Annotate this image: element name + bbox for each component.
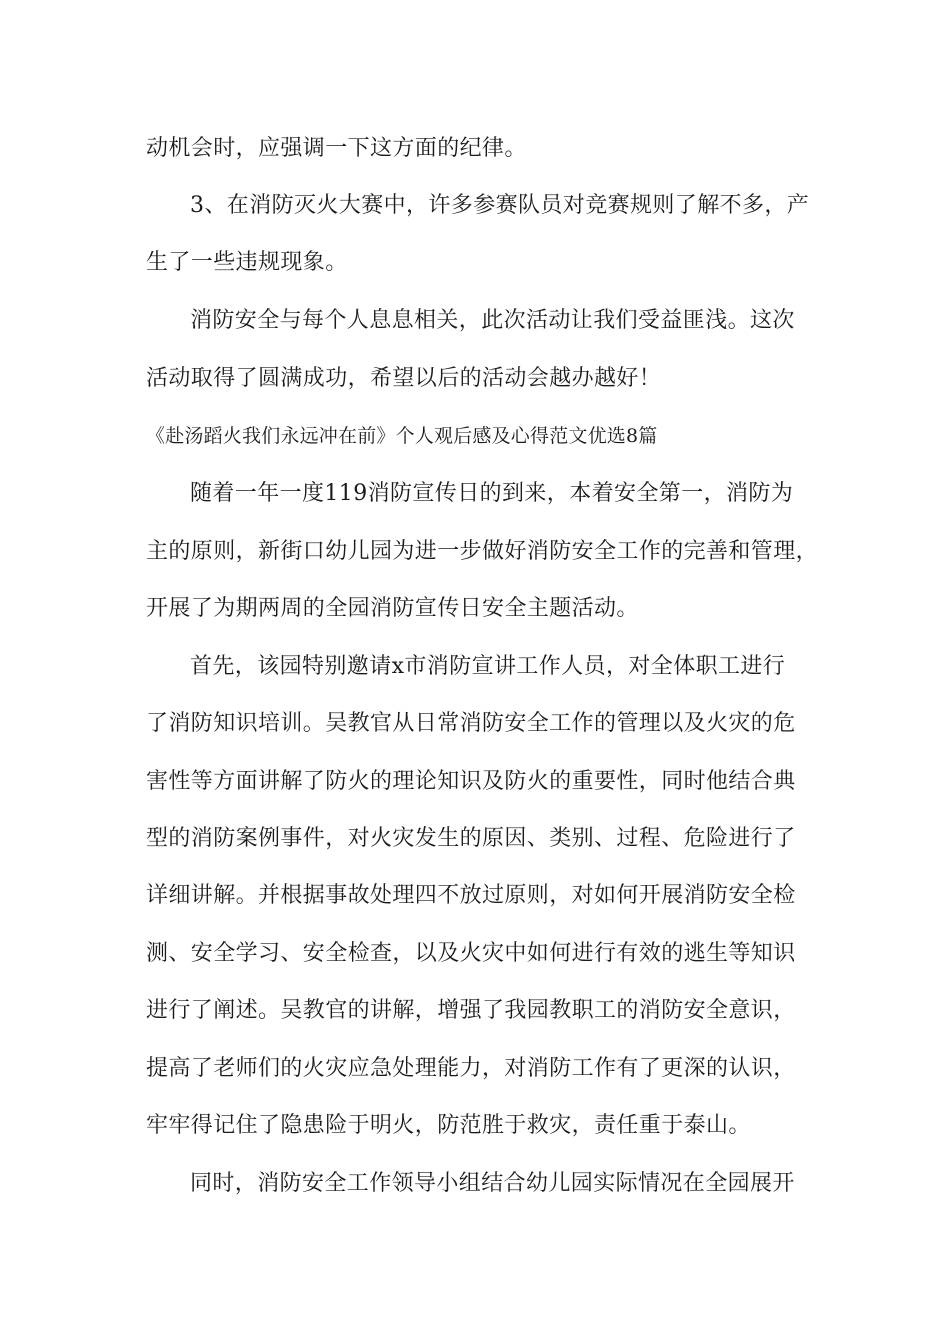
list-item-3: 3、在消防灭火大赛中，许多参赛队员对竞赛规则了解不多，产 <box>190 193 810 218</box>
text-line: 详细讲解。并根据事故处理四不放过原则，对如何开展消防安全检 <box>146 883 796 908</box>
paragraph-start: 首先，该园特别邀请x市消防宣讲工作人员，对全体职工进行 <box>190 654 786 679</box>
text-line: 生了一些违规现象。 <box>146 250 348 275</box>
text-line: 型的消防案例事件，对火灾发生的原因、类别、过程、危险进行了 <box>146 826 796 851</box>
text-line: 了消防知识培训。吴教官从日常消防安全工作的管理以及火灾的危 <box>146 711 796 736</box>
paragraph-start: 同时，消防安全工作领导小组结合幼儿园实际情况在全园展开 <box>190 1171 795 1196</box>
text-line: 活动取得了圆满成功，希望以后的活动会越办越好！ <box>146 366 662 391</box>
text-line: 牢牢得记住了隐患险于明火，防范胜于救灾，责任重于泰山。 <box>146 1113 751 1138</box>
text-line: 开展了为期两周的全园消防宣传日安全主题活动。 <box>146 596 639 621</box>
text-line: 害性等方面讲解了防火的理论知识及防火的重要性，同时他结合典 <box>146 769 796 794</box>
article-title: 《赴汤蹈火我们永远冲在前》个人观后感及心得范文优选8篇 <box>146 425 658 447</box>
text-line: 测、安全学习、安全检查，以及火灾中如何进行有效的逃生等知识 <box>146 941 796 966</box>
text-line: 进行了阐述。吴教官的讲解，增强了我园教职工的消防安全意识， <box>146 998 796 1023</box>
paragraph-start: 消防安全与每个人息息相关，此次活动让我们受益匪浅。这次 <box>190 308 795 333</box>
text-line: 主的原则，新街口幼儿园为进一步做好消防安全工作的完善和管理， <box>146 539 819 564</box>
text-line: 动机会时，应强调一下这方面的纪律。 <box>146 136 527 161</box>
text-line: 提高了老师们的火灾应急处理能力，对消防工作有了更深的认识， <box>146 1056 796 1081</box>
paragraph-start: 随着一年一度119消防宣传日的到来，本着安全第一，消防为 <box>190 481 794 506</box>
